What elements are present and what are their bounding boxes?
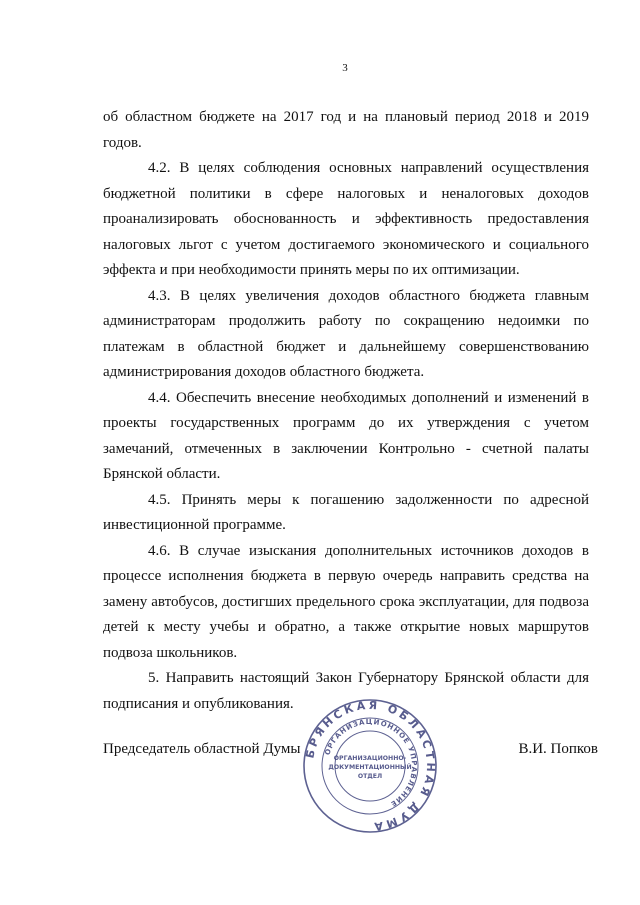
signatory-title: Председатель областной Думы: [103, 741, 301, 757]
paragraph-5: 5. Направить настоящий Закон Губернатору Брянской области для подписания и опубликования.: [103, 670, 589, 712]
stamp-center-line-1: ОРГАНИЗАЦИОННО-: [333, 755, 407, 762]
stamp-center-line-3: ОТДЕЛ: [357, 773, 383, 780]
page-number: 3: [342, 62, 348, 74]
document-body: [103, 105, 589, 717]
stamp-outer-text: БРЯНСКАЯ ОБЛАСТНАЯ ДУМА: [303, 698, 438, 834]
stamp-inner-ring-text: ОРГАНИЗАЦИОННОЕ УПРАВЛЕНИЕ: [323, 717, 419, 809]
signatory-name: В.И. Попков: [518, 741, 598, 757]
paragraph-4-5: 4.5. Принять меры к погашению задолженности по адресной инвестиционной программе.: [103, 491, 589, 533]
paragraph-4-2: 4.2. В целях соблюдения основных направлений осуществления бюджетной политики в сфере налоговых и неналоговых доходов проанализировать обоснованность и эффективность предоставления налоговых льгот с учетом достигаемого экономического и социального эффекта и при необходимости принять меры по их оптимизации.: [103, 160, 589, 278]
stamp-center-line-2: ДОКУМЕНТАЦИОННЫЙ: [328, 764, 412, 771]
paragraph-intro: об областном бюджете на 2017 год и на плановый период 2018 и 2019 годов.: [103, 109, 589, 151]
paragraph-4-4: 4.4. Обеспечить внесение необходимых дополнений и изменений в проекты государственных программ до их утверждения с учетом замечаний, отмеченных в заключении Контрольно - счетной палаты Брянской области.: [103, 389, 589, 482]
paragraph-4-6: 4.6. В случае изыскания дополнительных источников доходов в процессе исполнения бюджета в первую очередь направить средства на замену автобусов, достигших предельного срока эксплуатации, для подвоза детей к месту учебы и обратно, а также открытие новых маршрутов подвоза школьников.: [103, 542, 589, 661]
signature-block: [103, 741, 598, 771]
paragraph-4-3: 4.3. В целях увеличения доходов областного бюджета главным администраторам продолжить работу по сокращению недоимки по платежам в областной бюджет и дальнейшему совершенствованию администрирования доходов областного бюджета.: [103, 287, 589, 380]
